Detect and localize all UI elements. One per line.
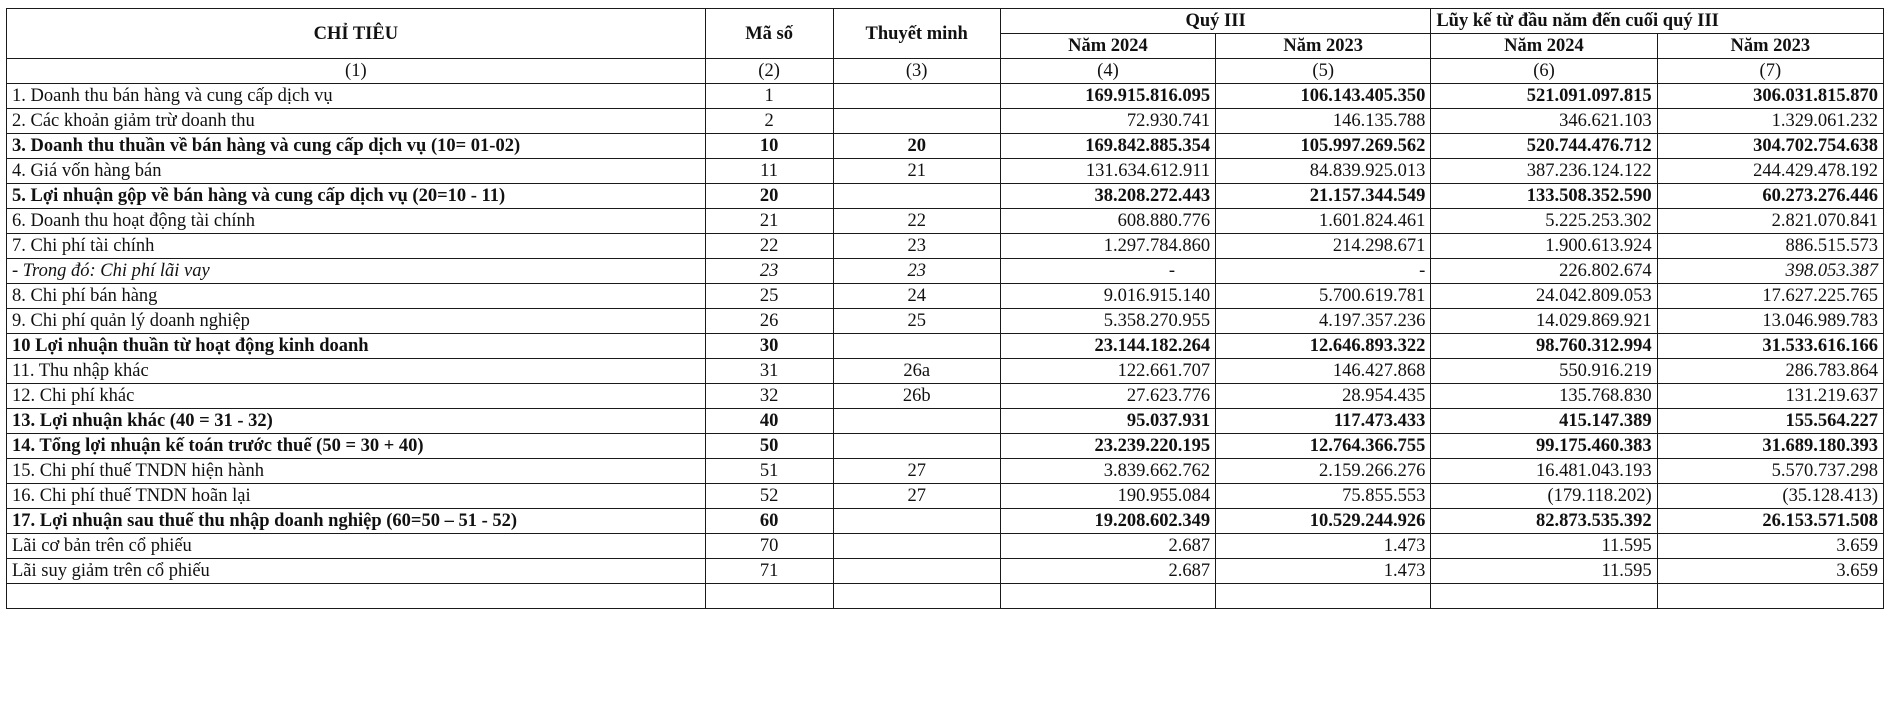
row-code: 50 (705, 434, 833, 459)
row-c2024: 24.042.809.053 (1431, 284, 1657, 309)
row-c2023: 13.046.989.783 (1657, 309, 1883, 334)
row-q2024: 190.955.084 (1000, 484, 1215, 509)
row-q2024: 169.842.885.354 (1000, 134, 1215, 159)
row-q2023: 117.473.433 (1216, 409, 1431, 434)
row-note (833, 334, 1000, 359)
table-row (7, 384, 1884, 409)
row-c2024: 550.916.219 (1431, 359, 1657, 384)
row-label: 15. Chi phí thuế TNDN hiện hành (7, 459, 706, 484)
row-note: 27 (833, 459, 1000, 484)
header-cumulative-2024: Năm 2024 (1431, 34, 1657, 59)
table-row (7, 184, 1884, 209)
table-row (7, 234, 1884, 259)
row-c2024: 16.481.043.193 (1431, 459, 1657, 484)
row-code: 1 (705, 84, 833, 109)
row-q2023: 12.764.366.755 (1216, 434, 1431, 459)
col-number: (2) (705, 59, 833, 84)
row-q2024: 2.687 (1000, 559, 1215, 584)
table-row (7, 259, 1884, 284)
empty-cell (1431, 584, 1657, 609)
row-c2023: 398.053.387 (1657, 259, 1883, 284)
row-note (833, 184, 1000, 209)
row-q2024: 3.839.662.762 (1000, 459, 1215, 484)
row-note (833, 109, 1000, 134)
table-row (7, 134, 1884, 159)
row-label: - Trong đó: Chi phí lãi vay (7, 259, 706, 284)
row-c2023: 17.627.225.765 (1657, 284, 1883, 309)
row-label: Lãi suy giảm trên cổ phiếu (7, 559, 706, 584)
table-row (7, 434, 1884, 459)
row-c2023: 3.659 (1657, 534, 1883, 559)
row-q2023: 1.473 (1216, 534, 1431, 559)
row-q2024: 2.687 (1000, 534, 1215, 559)
row-code: 32 (705, 384, 833, 409)
row-c2023: 244.429.478.192 (1657, 159, 1883, 184)
row-code: 25 (705, 284, 833, 309)
col-number: (7) (1657, 59, 1883, 84)
table-row (7, 484, 1884, 509)
row-q2024: 95.037.931 (1000, 409, 1215, 434)
table-row (7, 509, 1884, 534)
row-q2024: 38.208.272.443 (1000, 184, 1215, 209)
table-row (7, 534, 1884, 559)
table-row (7, 459, 1884, 484)
empty-cell (705, 584, 833, 609)
header-chi-tieu: CHỈ TIÊU (7, 9, 706, 59)
row-code: 21 (705, 209, 833, 234)
empty-cell (1657, 584, 1883, 609)
row-q2024: 1.297.784.860 (1000, 234, 1215, 259)
row-q2023: 75.855.553 (1216, 484, 1431, 509)
row-q2023: 10.529.244.926 (1216, 509, 1431, 534)
header-cumulative-2023: Năm 2023 (1657, 34, 1883, 59)
row-q2024: 27.623.776 (1000, 384, 1215, 409)
row-c2024: 415.147.389 (1431, 409, 1657, 434)
row-code: 71 (705, 559, 833, 584)
row-q2023: 4.197.357.236 (1216, 309, 1431, 334)
row-q2023: 214.298.671 (1216, 234, 1431, 259)
row-q2024: 169.915.816.095 (1000, 84, 1215, 109)
row-code: 40 (705, 409, 833, 434)
row-q2023: 146.427.868 (1216, 359, 1431, 384)
row-c2024: 135.768.830 (1431, 384, 1657, 409)
row-note: 25 (833, 309, 1000, 334)
table-row (7, 84, 1884, 109)
empty-cell (1000, 584, 1215, 609)
row-q2023: 28.954.435 (1216, 384, 1431, 409)
row-note: 23 (833, 234, 1000, 259)
empty-cell (1216, 584, 1431, 609)
row-q2024: 19.208.602.349 (1000, 509, 1215, 534)
row-c2024: 5.225.253.302 (1431, 209, 1657, 234)
row-c2023: 2.821.070.841 (1657, 209, 1883, 234)
row-q2023: 106.143.405.350 (1216, 84, 1431, 109)
col-number: (6) (1431, 59, 1657, 84)
row-label: 1. Doanh thu bán hàng và cung cấp dịch vụ (7, 84, 706, 109)
row-c2023: 60.273.276.446 (1657, 184, 1883, 209)
row-note: 21 (833, 159, 1000, 184)
row-note (833, 409, 1000, 434)
empty-cell (7, 584, 706, 609)
row-note (833, 84, 1000, 109)
row-q2023: 84.839.925.013 (1216, 159, 1431, 184)
row-q2024: 72.930.741 (1000, 109, 1215, 134)
header-quarter: Quý III (1000, 9, 1431, 34)
row-label: 14. Tổng lợi nhuận kế toán trước thuế (50 = 30 + 40) (7, 434, 706, 459)
row-code: 22 (705, 234, 833, 259)
row-q2023: 1.473 (1216, 559, 1431, 584)
row-label: 8. Chi phí bán hàng (7, 284, 706, 309)
table-row (7, 334, 1884, 359)
row-label: 5. Lợi nhuận gộp về bán hàng và cung cấp dịch vụ (20=10 - 11) (7, 184, 706, 209)
row-c2024: (179.118.202) (1431, 484, 1657, 509)
header-thuyet-minh: Thuyết minh (833, 9, 1000, 59)
row-c2023: (35.128.413) (1657, 484, 1883, 509)
row-q2024: 122.661.707 (1000, 359, 1215, 384)
row-label: 2. Các khoản giảm trừ doanh thu (7, 109, 706, 134)
table-row (7, 159, 1884, 184)
row-label: 12. Chi phí khác (7, 384, 706, 409)
row-label: Lãi cơ bản trên cổ phiếu (7, 534, 706, 559)
row-code: 52 (705, 484, 833, 509)
row-q2024: 608.880.776 (1000, 209, 1215, 234)
row-label: 16. Chi phí thuế TNDN hoãn lại (7, 484, 706, 509)
row-c2024: 14.029.869.921 (1431, 309, 1657, 334)
row-code: 23 (705, 259, 833, 284)
header-quarter-2024: Năm 2024 (1000, 34, 1215, 59)
col-number: (3) (833, 59, 1000, 84)
row-c2024: 99.175.460.383 (1431, 434, 1657, 459)
table-row (7, 359, 1884, 384)
row-c2024: 1.900.613.924 (1431, 234, 1657, 259)
row-q2024: 23.144.182.264 (1000, 334, 1215, 359)
row-q2023: 1.601.824.461 (1216, 209, 1431, 234)
row-c2023: 26.153.571.508 (1657, 509, 1883, 534)
row-c2023: 31.689.180.393 (1657, 434, 1883, 459)
row-code: 26 (705, 309, 833, 334)
row-q2023: - (1216, 259, 1431, 284)
row-c2024: 11.595 (1431, 534, 1657, 559)
row-note: 23 (833, 259, 1000, 284)
row-q2023: 146.135.788 (1216, 109, 1431, 134)
header-cumulative: Lũy kế từ đầu năm đến cuối quý III (1431, 9, 1884, 34)
header-ma-so: Mã số (705, 9, 833, 59)
row-c2024: 133.508.352.590 (1431, 184, 1657, 209)
row-note (833, 509, 1000, 534)
row-label: 7. Chi phí tài chính (7, 234, 706, 259)
row-label: 9. Chi phí quản lý doanh nghiệp (7, 309, 706, 334)
row-c2024: 521.091.097.815 (1431, 84, 1657, 109)
table-row (7, 409, 1884, 434)
row-label: 4. Giá vốn hàng bán (7, 159, 706, 184)
row-label: 11. Thu nhập khác (7, 359, 706, 384)
header-quarter-2023: Năm 2023 (1216, 34, 1431, 59)
row-c2024: 98.760.312.994 (1431, 334, 1657, 359)
row-note (833, 534, 1000, 559)
row-q2023: 2.159.266.276 (1216, 459, 1431, 484)
row-code: 51 (705, 459, 833, 484)
row-label: 6. Doanh thu hoạt động tài chính (7, 209, 706, 234)
row-code: 20 (705, 184, 833, 209)
row-note: 20 (833, 134, 1000, 159)
col-number: (5) (1216, 59, 1431, 84)
row-note (833, 559, 1000, 584)
row-c2024: 387.236.124.122 (1431, 159, 1657, 184)
row-c2023: 131.219.637 (1657, 384, 1883, 409)
row-note (833, 434, 1000, 459)
row-c2023: 286.783.864 (1657, 359, 1883, 384)
row-q2024: 9.016.915.140 (1000, 284, 1215, 309)
row-note: 24 (833, 284, 1000, 309)
table-row (7, 209, 1884, 234)
row-c2023: 1.329.061.232 (1657, 109, 1883, 134)
row-c2023: 31.533.616.166 (1657, 334, 1883, 359)
row-note: 26a (833, 359, 1000, 384)
table-row (7, 109, 1884, 134)
row-code: 31 (705, 359, 833, 384)
income-statement-table (6, 8, 1884, 609)
row-c2024: 82.873.535.392 (1431, 509, 1657, 534)
row-c2024: 11.595 (1431, 559, 1657, 584)
row-label: 13. Lợi nhuận khác (40 = 31 - 32) (7, 409, 706, 434)
col-number: (1) (7, 59, 706, 84)
row-c2023: 155.564.227 (1657, 409, 1883, 434)
row-label: 17. Lợi nhuận sau thuế thu nhập doanh nghiệp (60=50 – 51 - 52) (7, 509, 706, 534)
row-c2023: 886.515.573 (1657, 234, 1883, 259)
row-c2024: 346.621.103 (1431, 109, 1657, 134)
row-q2024: 23.239.220.195 (1000, 434, 1215, 459)
row-q2023: 5.700.619.781 (1216, 284, 1431, 309)
row-code: 60 (705, 509, 833, 534)
row-label: 3. Doanh thu thuần về bán hàng và cung cấp dịch vụ (10= 01-02) (7, 134, 706, 159)
row-code: 10 (705, 134, 833, 159)
row-c2023: 306.031.815.870 (1657, 84, 1883, 109)
row-note: 22 (833, 209, 1000, 234)
empty-cell (833, 584, 1000, 609)
row-note: 26b (833, 384, 1000, 409)
row-q2024: 5.358.270.955 (1000, 309, 1215, 334)
row-c2024: 520.744.476.712 (1431, 134, 1657, 159)
row-q2023: 21.157.344.549 (1216, 184, 1431, 209)
row-code: 2 (705, 109, 833, 134)
table-row (7, 284, 1884, 309)
row-note: 27 (833, 484, 1000, 509)
row-c2023: 3.659 (1657, 559, 1883, 584)
table-row (7, 559, 1884, 584)
row-q2024: - (1000, 259, 1215, 284)
row-q2024: 131.634.612.911 (1000, 159, 1215, 184)
col-number: (4) (1000, 59, 1215, 84)
row-q2023: 105.997.269.562 (1216, 134, 1431, 159)
row-code: 70 (705, 534, 833, 559)
row-label: 10 Lợi nhuận thuần từ hoạt động kinh doanh (7, 334, 706, 359)
row-c2023: 304.702.754.638 (1657, 134, 1883, 159)
row-code: 30 (705, 334, 833, 359)
table-row (7, 309, 1884, 334)
table-row-empty (7, 584, 1884, 609)
row-code: 11 (705, 159, 833, 184)
row-c2023: 5.570.737.298 (1657, 459, 1883, 484)
row-q2023: 12.646.893.322 (1216, 334, 1431, 359)
row-c2024: 226.802.674 (1431, 259, 1657, 284)
